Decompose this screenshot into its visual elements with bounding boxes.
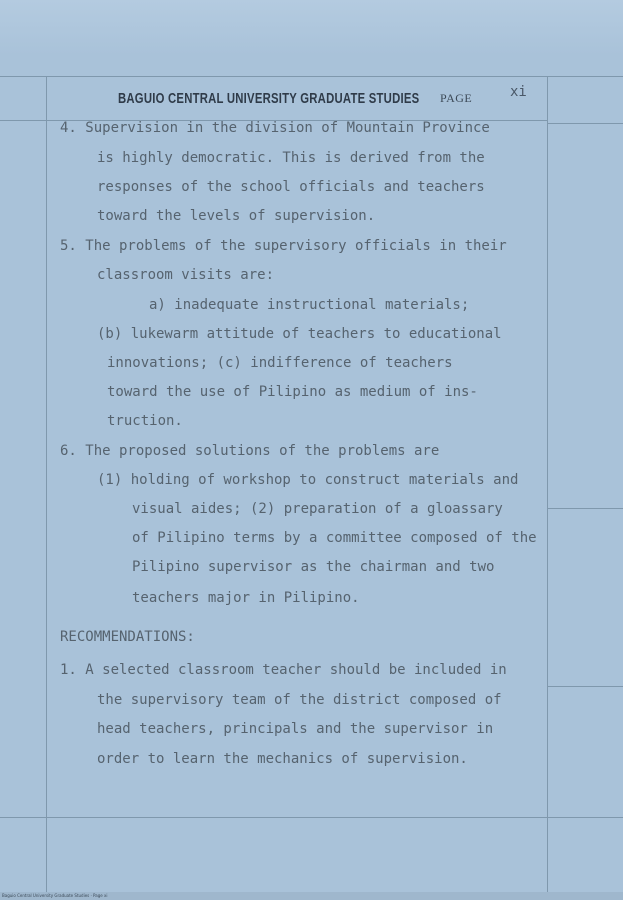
right-margin-rule-1 [548, 123, 623, 124]
text-line: toward the levels of supervision. [97, 208, 376, 224]
text-line: 5. The problems of the supervisory officials in their [60, 238, 507, 254]
top-fold [0, 0, 623, 55]
page-number: xi [510, 84, 527, 100]
text-line: 1. A selected classroom teacher should be included in [60, 662, 507, 678]
text-line: innovations; (c) indifference of teachers [107, 355, 453, 371]
text-line: Pilipino supervisor as the chairman and two [132, 559, 495, 575]
text-line: visual aides; (2) preparation of a gloassary [132, 501, 503, 517]
text-line: responses of the school officials and teachers [97, 179, 485, 195]
right-margin-rule-2 [548, 508, 623, 509]
text-line: truction. [107, 413, 183, 429]
text-line: the supervisory team of the district composed of [97, 692, 502, 708]
right-margin-rule-3 [548, 686, 623, 687]
page-label: PAGE [440, 91, 473, 105]
text-line: classroom visits are: [97, 267, 275, 283]
institution-title: BAGUIO CENTRAL UNIVERSITY GRADUATE STUDIES [118, 91, 420, 107]
right-margin-rule [547, 76, 548, 900]
text-line: 4. Supervision in the division of Mountain Province [60, 120, 490, 136]
text-line: is highly democratic. This is derived from the [97, 150, 485, 166]
text-line: toward the use of Pilipino as medium of ins- [107, 384, 478, 400]
text-line: head teachers, principals and the supervisor in [97, 721, 494, 737]
text-line: of Pilipino terms by a committee composed of the [132, 530, 537, 546]
bottom-rule [0, 817, 623, 818]
left-margin-rule [46, 76, 47, 900]
footer-text: Baguio Central University Graduate Studies · Page xi [2, 893, 108, 898]
top-rule [0, 76, 623, 77]
text-line: a) inadequate instructional materials; [149, 297, 470, 313]
text-line: teachers major in Pilipino. [132, 590, 360, 606]
section-heading: RECOMMENDATIONS: [60, 629, 195, 645]
text-line: (1) holding of workshop to construct materials and [97, 472, 519, 488]
text-line: order to learn the mechanics of supervision. [97, 751, 468, 767]
text-line: (b) lukewarm attitude of teachers to educational [97, 326, 502, 342]
text-line: 6. The proposed solutions of the problems are [60, 443, 440, 459]
